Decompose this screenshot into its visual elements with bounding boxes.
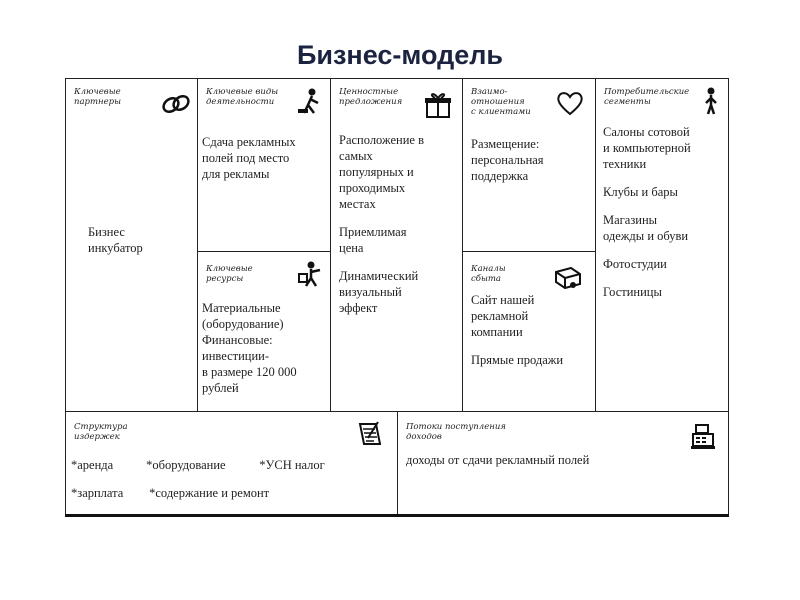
revenue-streams-header	[406, 422, 506, 442]
text-line: инкубатор	[88, 241, 143, 255]
text-line: рублей	[202, 381, 239, 395]
person-icon	[696, 87, 726, 115]
channels-header	[471, 264, 506, 284]
text-line: одежды и обуви	[603, 229, 689, 243]
heart-icon	[555, 89, 585, 117]
text-line: местах	[339, 197, 376, 211]
header-line: сбыта	[471, 274, 501, 284]
value-propositions-block	[330, 78, 463, 412]
text-line: Материальные	[202, 301, 281, 315]
cost-item: *УСН налог	[259, 458, 325, 472]
cost-row-1	[71, 457, 325, 473]
header-line: Ценностные	[339, 87, 399, 97]
header-line: предложения	[339, 97, 403, 107]
text-line: и компьютерной	[603, 141, 691, 155]
text-line: Сайт нашей	[471, 293, 535, 307]
text-line: инвестиции-	[202, 349, 269, 363]
text-line: Приемлимая	[339, 225, 407, 239]
header-line: сегменты	[604, 97, 651, 107]
customer-segments-header	[604, 87, 689, 107]
header-line: Потоки поступления	[406, 422, 506, 432]
business-model-canvas	[65, 78, 729, 516]
header-line: отношения	[471, 97, 525, 107]
gift-icon	[423, 91, 453, 119]
header-line: Взаимо-	[471, 87, 508, 97]
truck-icon	[553, 262, 583, 290]
header-line: Ключевые виды	[206, 87, 279, 97]
page-title: Бизнес-модель	[296, 40, 504, 70]
key-resources-block	[197, 251, 331, 412]
text-line: Клубы и бары	[603, 185, 678, 199]
channels-block	[462, 251, 596, 412]
header-line: Структура	[74, 422, 128, 432]
cost-item: *аренда	[71, 458, 114, 472]
cost-item: *зарплата	[71, 486, 124, 500]
customer-segments-list	[603, 124, 691, 300]
header-line: Потребительские	[604, 87, 690, 97]
text-line: Сдача рекламных	[202, 135, 296, 149]
text-line: в размере 120 000	[202, 365, 297, 379]
key-activities-list	[202, 134, 296, 182]
text-line: Гостиницы	[603, 285, 662, 299]
customer-segments-block	[595, 78, 729, 412]
header-line: деятельности	[206, 97, 275, 107]
text-line: проходимых	[339, 181, 406, 195]
revenue-streams-list	[406, 452, 589, 468]
canvas-bottom-edge	[65, 514, 729, 517]
header-line: Ключевые	[206, 264, 253, 274]
header-line: Ключевые	[74, 87, 121, 97]
customer-relationships-list	[471, 136, 544, 184]
key-partners-block	[65, 78, 198, 412]
text-line: Бизнес	[88, 225, 125, 239]
text-line: Динамический	[339, 269, 419, 283]
text-line: доходы от сдачи рекламный полей	[406, 453, 590, 467]
text-line: эффект	[339, 301, 378, 315]
cost-item: *содержание и ремонт	[149, 486, 270, 500]
key-activities-header	[206, 87, 278, 107]
value-propositions-header	[339, 87, 402, 107]
cost-item: *оборудование	[146, 458, 226, 472]
header-line: Каналы	[471, 264, 506, 274]
chain-link-icon	[161, 91, 191, 119]
text-line: Финансовые:	[202, 333, 273, 347]
key-resources-header	[206, 264, 253, 284]
text-line: Фотостудии	[603, 257, 667, 271]
key-partners-header	[74, 87, 121, 107]
text-line: (оборудование)	[202, 317, 284, 331]
channels-list	[471, 292, 563, 368]
text-line: полей под место	[202, 151, 290, 165]
document-icon	[354, 420, 384, 448]
worker-icon	[296, 87, 326, 115]
revenue-streams-block	[397, 411, 729, 516]
text-line: поддержка	[471, 169, 529, 183]
header-line: издержек	[74, 432, 120, 442]
key-partners-list	[88, 224, 143, 256]
header-line: доходов	[406, 432, 442, 442]
text-line: самых	[339, 149, 373, 163]
text-line: Размещение:	[471, 137, 540, 151]
text-line: Прямые продажи	[471, 353, 564, 367]
text-line: Магазины	[603, 213, 658, 227]
text-line: визуальный	[339, 285, 402, 299]
text-line: персональная	[471, 153, 544, 167]
text-line: техники	[603, 157, 647, 171]
text-line: Расположение в	[339, 133, 424, 147]
header-line: ресурсы	[206, 274, 244, 284]
cash-register-icon	[688, 422, 718, 450]
cost-structure-block	[65, 411, 398, 516]
text-line: популярных и	[339, 165, 414, 179]
text-line: цена	[339, 241, 364, 255]
key-resources-list	[202, 300, 297, 396]
text-line: для рекламы	[202, 167, 270, 181]
key-activities-block	[197, 78, 331, 252]
value-propositions-list	[339, 132, 424, 316]
customer-relationships-header	[471, 87, 531, 117]
text-line: компании	[471, 325, 523, 339]
customer-relationships-block	[462, 78, 596, 252]
header-line: с клиентами	[471, 107, 531, 117]
header-line: партнеры	[74, 97, 122, 107]
cost-row-2	[71, 485, 269, 501]
text-line: рекламной	[471, 309, 529, 323]
text-line: Салоны сотовой	[603, 125, 690, 139]
worker-icon	[296, 260, 326, 288]
cost-structure-header	[74, 422, 128, 442]
